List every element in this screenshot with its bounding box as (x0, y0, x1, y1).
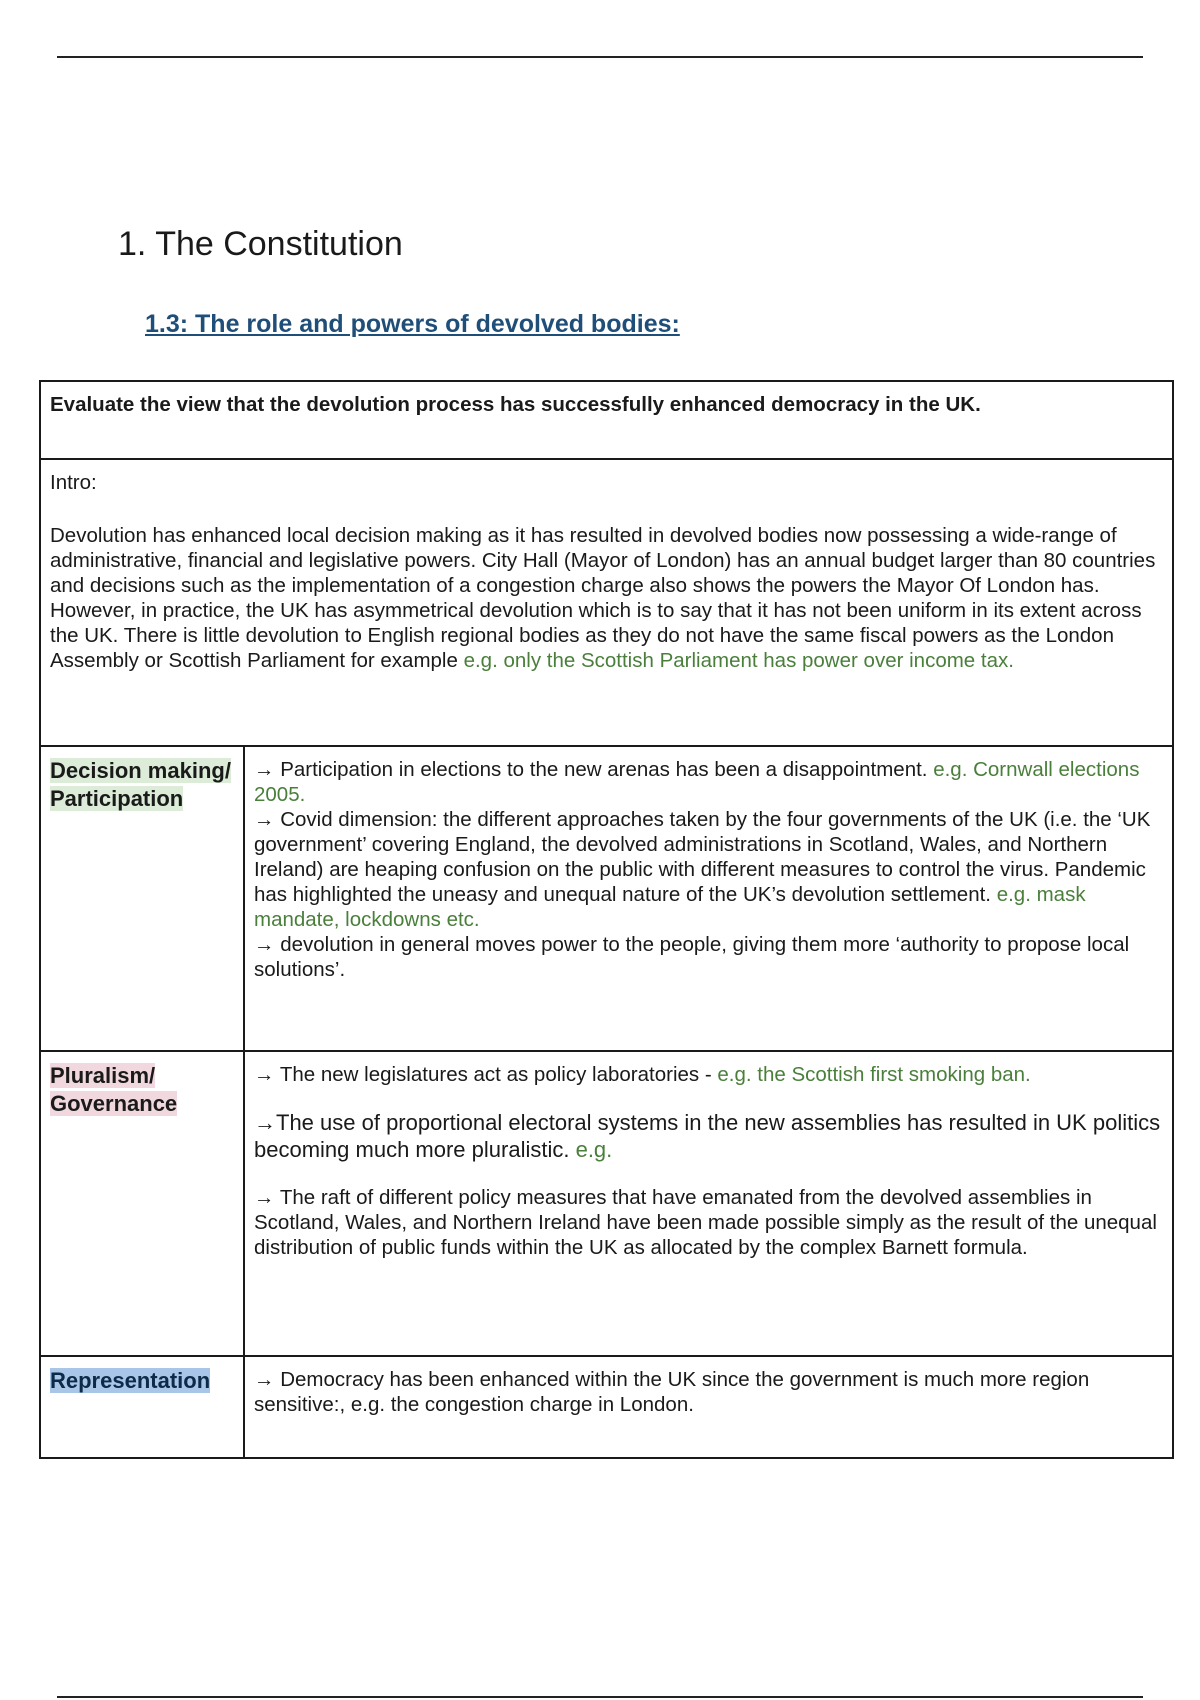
question-cell: Evaluate the view that the devolution process has successfully enhanced democracy in the UK. (40, 381, 1173, 459)
category-decision-making: Decision making/ Participation (50, 758, 231, 811)
point (254, 757, 1163, 807)
point-text: → Participation in elections to the new arenas has been a disappointment. (254, 758, 934, 781)
question-row (40, 381, 1173, 459)
intro-example: e.g. only the Scottish Parliament has power over income tax. (463, 649, 1014, 672)
point-text: →The use of proportional electoral systems in the new assemblies has resulted in UK politics becoming much more pluralistic. (254, 1110, 1161, 1162)
intro-row (40, 459, 1173, 746)
points-cell (244, 1051, 1173, 1356)
point-example: e.g. (575, 1137, 613, 1162)
intro-cell (40, 459, 1173, 746)
category-representation: Representation (50, 1368, 211, 1393)
point (254, 1109, 1163, 1163)
category-cell (40, 1356, 244, 1458)
point (254, 807, 1163, 932)
page-title: 1. The Constitution (118, 225, 403, 263)
intro-text: Devolution has enhanced local decision making as it has resulted in devolved bodies now possessing a wide-range of administrative, financial and legislative powers. City Hall (Mayor of London) has an annual budget larger than 80 countries and decisions such as the implementation of a congestion charge also shows the powers the Mayor Of London has. However, in practice, the UK has asymmetrical devolution which is to say that it has not been uniform in its extent across the UK. There is little devolution to English regional bodies as they do not have the same fiscal powers as the London Assembly or Scottish Parliament for example (50, 524, 1156, 672)
category-cell (40, 746, 244, 1051)
intro-paragraph (50, 523, 1163, 673)
table-row (40, 746, 1173, 1051)
point-example: e.g. Cornwall elections 2005. (254, 758, 1140, 806)
section-heading: 1.3: The role and powers of devolved bodies: (145, 310, 680, 338)
point-example: e.g. the Scottish first smoking ban. (717, 1063, 1031, 1086)
top-rule (57, 56, 1143, 58)
points-cell (244, 746, 1173, 1051)
category-cell (40, 1051, 244, 1356)
point (254, 1062, 1163, 1087)
category-pluralism: Pluralism/ Governance (50, 1063, 178, 1116)
point: → devolution in general moves power to the people, giving them more ‘authority to propose local solutions’. (254, 933, 1130, 981)
table-row (40, 1051, 1173, 1356)
essay-plan-table (39, 380, 1174, 1459)
bottom-rule (57, 1696, 1143, 1698)
intro-label: Intro: (50, 471, 97, 494)
point-text: → The new legislatures act as policy laboratories - (254, 1063, 718, 1086)
point: → The raft of different policy measures that have emanated from the devolved assemblies in Scotland, Wales, and Northern Ireland have been made possible simply as the result of the unequal distribution of public funds within the UK as allocated by the complex Barnett formula. (254, 1186, 1157, 1259)
points-cell (244, 1356, 1173, 1458)
point-text: → Covid dimension: the different approaches taken by the four governments of the UK (i.e. the ‘UK government’ covering England, the devolved administrations in Scotland, Wales, and Northern Ireland) are heaping confusion on the public with different measures to control the virus. Pandemic has highlighted the uneasy and unequal nature of the UK’s devolution settlement. (254, 808, 1151, 906)
point: → Democracy has been enhanced within the UK since the government is much more region sensitive:, e.g. the congestion charge in London. (254, 1368, 1090, 1416)
point-example: e.g. mask mandate, lockdowns etc. (254, 883, 1086, 931)
table-row (40, 1356, 1173, 1458)
